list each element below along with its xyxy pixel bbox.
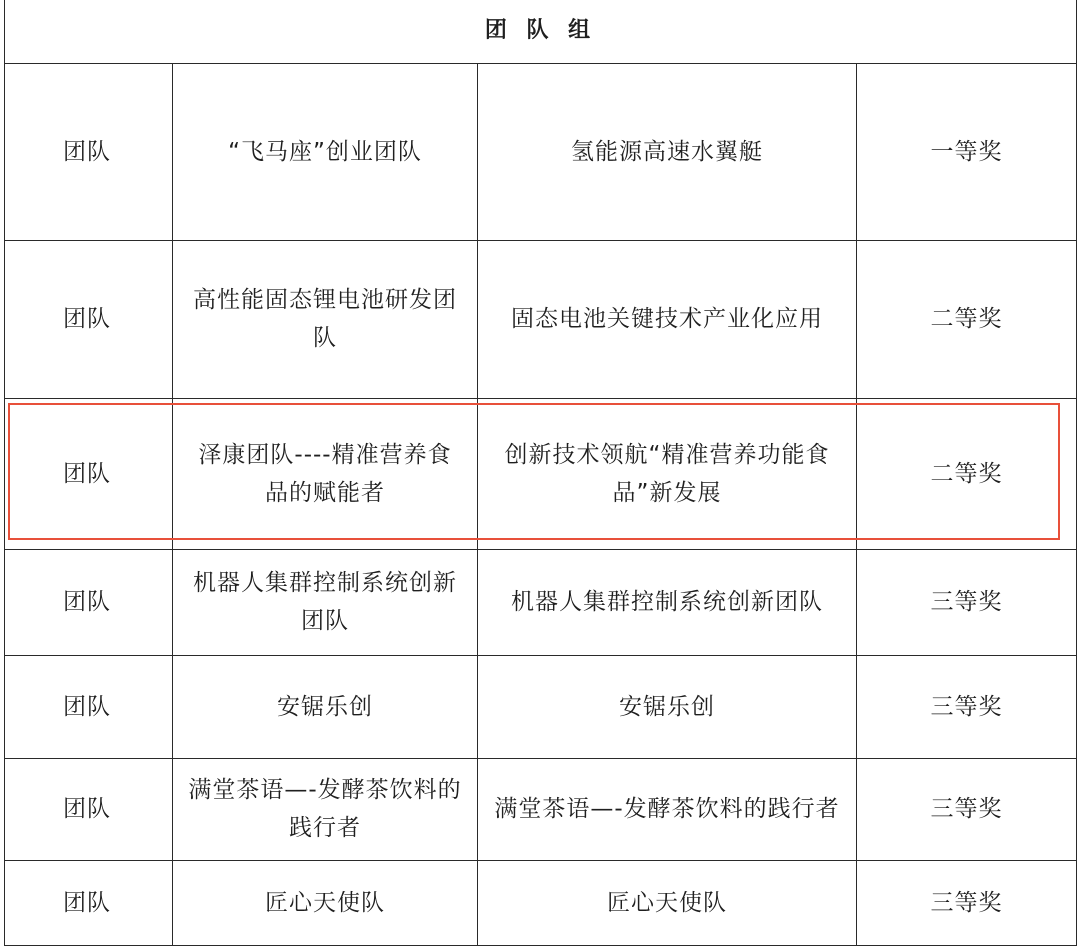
- row-type-cell: 团队: [5, 655, 173, 758]
- table-row: [5, 240, 1077, 398]
- table-row: [5, 860, 1077, 945]
- row-project-cell: 安锯乐创: [478, 655, 857, 758]
- awards-table: [4, 0, 1077, 946]
- row-award-cell: 三等奖: [857, 860, 1077, 945]
- table-row: [5, 549, 1077, 655]
- table-row: [5, 655, 1077, 758]
- row-project-cell: 创新技术领航“精准营养功能食品”新发展: [478, 398, 857, 549]
- table-row-highlighted: [5, 398, 1077, 549]
- table-row: [5, 63, 1077, 240]
- row-award-cell: 三等奖: [857, 758, 1077, 860]
- row-project-cell: 氢能源高速水翼艇: [478, 63, 857, 240]
- row-award-cell: 一等奖: [857, 63, 1077, 240]
- row-award-cell: 三等奖: [857, 549, 1077, 655]
- row-type-cell: 团队: [5, 240, 173, 398]
- row-type-cell: 团队: [5, 398, 173, 549]
- row-type-cell: 团队: [5, 63, 173, 240]
- row-team-cell: 安锯乐创: [173, 655, 478, 758]
- row-type-cell: 团队: [5, 860, 173, 945]
- row-project-cell: 匠心天使队: [478, 860, 857, 945]
- row-award-cell: 二等奖: [857, 240, 1077, 398]
- row-team-cell: 机器人集群控制系统创新团队: [173, 549, 478, 655]
- row-type-cell: 团队: [5, 758, 173, 860]
- row-award-cell: 二等奖: [857, 398, 1077, 549]
- row-award-cell: 三等奖: [857, 655, 1077, 758]
- row-team-cell: 泽康团队----精准营养食品的赋能者: [173, 398, 478, 549]
- table-row: [5, 758, 1077, 860]
- row-team-cell: “飞马座”创业团队: [173, 63, 478, 240]
- row-team-cell: 高性能固态锂电池研发团队: [173, 240, 478, 398]
- row-project-cell: 满堂茶语—-发酵茶饮料的践行者: [478, 758, 857, 860]
- row-team-cell: 匠心天使队: [173, 860, 478, 945]
- table-title: 团 队 组: [5, 0, 1077, 63]
- row-project-cell: 机器人集群控制系统创新团队: [478, 549, 857, 655]
- table-title-row: [5, 0, 1077, 63]
- row-team-cell: 满堂茶语—-发酵茶饮料的践行者: [173, 758, 478, 860]
- row-project-cell: 固态电池关键技术产业化应用: [478, 240, 857, 398]
- row-type-cell: 团队: [5, 549, 173, 655]
